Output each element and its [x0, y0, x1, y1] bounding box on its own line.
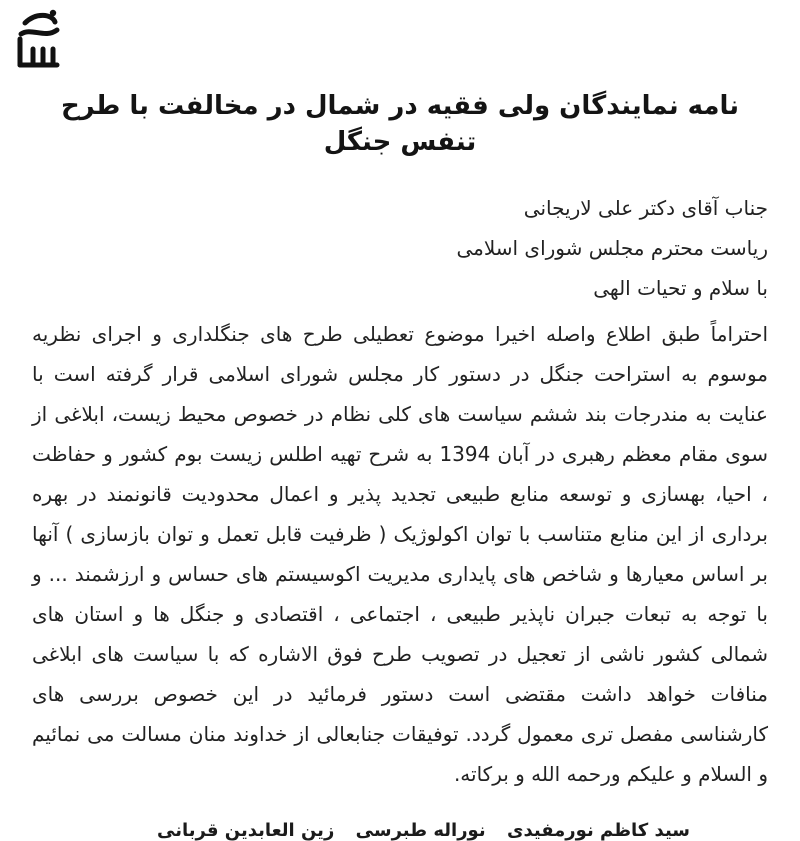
signature-nourmofidi: سید کاظم نورمفیدی	[506, 820, 690, 841]
signatures-row	[32, 820, 768, 841]
salutation-line: با سلام و تحیات الهی	[593, 276, 768, 300]
letter-content	[32, 188, 768, 841]
letter-body: احتراماً طبق اطلاع واصله اخیرا موضوع تعطیلی طرح های جنگلداری و اجرای نظریه موسوم به استراحت جنگل در دستور کار مجلس شورای اسلامی قرار گرفته است با عنایت به مندرجات بند ششم سیاست های کلی نظام در خصوص محیط زیست، ابلاغی از سوی مقام معظم رهبری در آبان 1394 به شرح تهیه اطلس زیست بوم کشور و حفاظت ، احیا، بهسازی و توسعه منابع طبیعی تجدید پذیر و اعمال محدودیت قانونمند در بهره برداری از این منابع متناسب با توان اکولوژیک ( ظرفیت قابل تعمل و توان بازسازی ) آنها بر اساس معیارها و شاخص های پایداری مدیریت اکوسیستم های حساس و ارزشمند ... و با توجه به تبعات جبران ناپذیر طبیعی ، اجتماعی ، اقتصادی و جنگل ها و استان های شمالی کشور ناشی از تعجیل در تصویب طرح فوق الاشاره که با سیاست های ابلاغی منافات خواهد داشت مقتضی است دستور فرمائید در این خصوص بررسی های کارشناسی مفصل تری معمول گردد. توفیقات جنابعالی از خداوند منان مسالت می نمائیم و السلام و علیکم ورحمه الله و برکاته.	[32, 322, 768, 786]
publisher-logo	[12, 8, 62, 72]
signature-tabarsi: نوراله طبرسی	[355, 820, 486, 841]
article-headline: نامه نمایندگان ولی فقیه در شمال در مخالفت با طرح تنفس جنگل	[60, 91, 740, 158]
recipient-name: جناب آقای دکتر علی لاریجانی	[523, 196, 768, 220]
recipient-block	[32, 188, 768, 308]
signature-ghorbani: زین العابدین قربانی	[157, 820, 335, 841]
recipient-title: ریاست محترم مجلس شورای اسلامی	[456, 236, 768, 260]
calligraphy-stamp-icon	[12, 8, 62, 72]
